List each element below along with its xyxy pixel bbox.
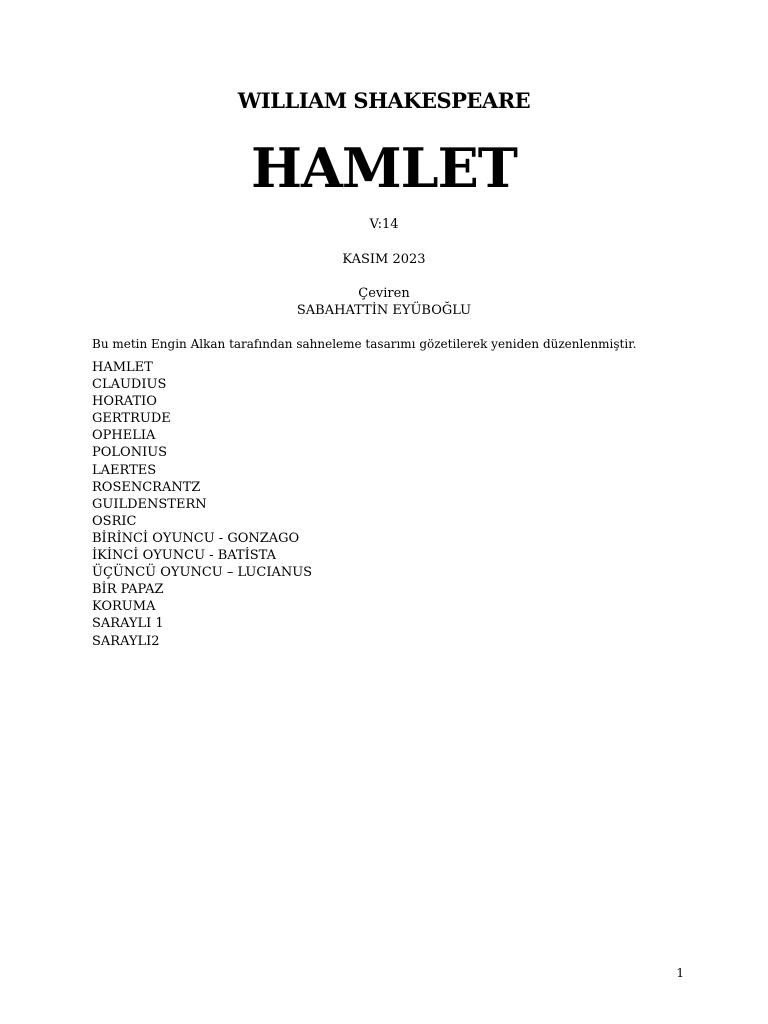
cast-item: BİRİNCİ OYUNCU - GONZAGO: [92, 530, 300, 546]
cast-item: ÜÇÜNCÜ OYUNCU – LUCIANUS: [92, 565, 313, 581]
cast-item: OPHELIA: [92, 428, 156, 444]
cast-item: SARAYLI2: [92, 633, 160, 649]
version-label: V:14: [369, 217, 399, 232]
cast-item: GUILDENSTERN: [92, 496, 207, 512]
cast-item: HORATIO: [92, 394, 157, 410]
adaptation-note: Bu metin Engin Alkan tarafından sahneleme tasarımı gözetilerek yeniden düzenlenmiştir.: [92, 337, 637, 351]
cast-item: LAERTES: [92, 462, 157, 478]
cast-item: KORUMA: [92, 599, 156, 615]
cast-item: ROSENCRANTZ: [92, 479, 201, 495]
page-number: 1: [676, 966, 684, 980]
translator-name: SABAHATTİN EYÜBOĞLU: [296, 303, 472, 318]
author-name: WILLIAM SHAKESPEARE: [237, 88, 531, 113]
document-title: HAMLET: [250, 136, 517, 200]
cast-item: POLONIUS: [92, 445, 168, 461]
cast-item: GERTRUDE: [92, 411, 171, 427]
translator-label: Çeviren: [358, 286, 410, 301]
cast-item: İKİNCİ OYUNCU - BATİSTA: [92, 548, 276, 564]
cast-item: CLAUDIUS: [92, 377, 167, 393]
cast-list: [92, 359, 312, 650]
date-label: KASIM 2023: [342, 252, 426, 267]
cast-item: SARAYLI 1: [92, 616, 164, 632]
cast-item: HAMLET: [92, 360, 153, 375]
cast-item: BİR PAPAZ: [92, 582, 164, 598]
cast-item: OSRIC: [92, 513, 137, 529]
